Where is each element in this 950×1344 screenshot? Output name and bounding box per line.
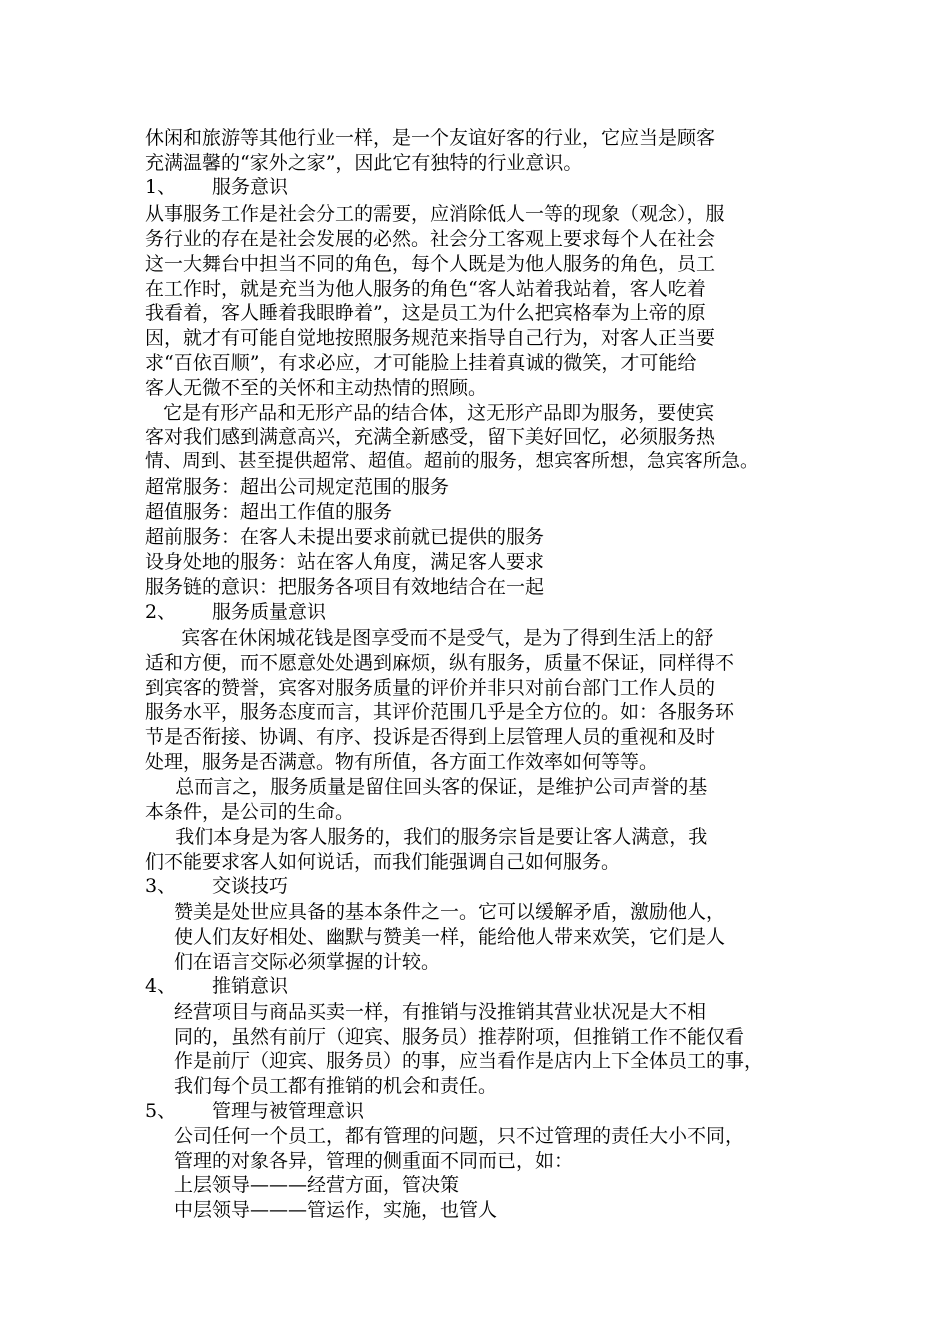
text-line: 客人无微不至的关怀和主动热情的照顾。 [145,377,488,399]
section-number: 5、 [145,1100,177,1122]
text-line: 它是有形产品和无形产品的结合体，这无形产品即为服务，要使宾 [145,402,715,424]
text-line: 总而言之，服务质量是留住回头客的保证，是维护公司声誉的基 [145,776,708,798]
text-line: 处理，服务是否满意。物有所值，各方面工作效率如何等等。 [145,751,659,773]
text-line: 宾客在休闲城花钱是图享受而不是受气，是为了得到生活上的舒 [145,627,714,649]
text-line: 经营项目与商品买卖一样，有推销与没推销其营业状况是大不相 [174,1001,707,1023]
text-line: 充满温馨的“家外之家”，因此它有独特的行业意识。 [145,152,583,174]
text-line: 在工作时，就是充当为他人服务的角色“客人站着我站着，客人吃着 [145,278,706,300]
text-line: 到宾客的赞誉，宾客对服务质量的评价并非只对前台部门工作人员的 [145,677,716,699]
text-line: 管理的对象各异，管理的侧重面不同而已，如： [174,1150,574,1172]
text-line: 赞美是处世应具备的基本条件之一。它可以缓解矛盾，激励他人， [174,901,726,923]
text-line: 这一大舞台中担当不同的角色，每个人既是为他人服务的角色，员工 [145,253,716,275]
text-line: 休闲和旅游等其他行业一样，是一个友谊好客的行业，它应当是顾客 [145,127,716,149]
text-line: 同的，虽然有前厅（迎宾、服务员）推荐附项，但推销工作不能仅看 [174,1026,745,1048]
text-line: 超值服务：超出工作值的服务 [145,501,393,523]
text-line: 公司任何一个员工，都有管理的问题，只不过管理的责任大小不同， [174,1125,745,1147]
text-line: 中层领导———管运作，实施，也管人 [174,1199,498,1221]
text-line: 使人们友好相处、幽默与赞美一样，能给他人带来欢笑，它们是人 [174,926,726,948]
text-line: 上层领导———经营方面，管决策 [174,1174,460,1196]
text-line: 情、周到、甚至提供超常、超值。超前的服务，想宾客所想，急宾客所急。 [145,451,759,472]
text-line: 从事服务工作是社会分工的需要，应消除低人一等的现象（观念），服 [145,203,725,225]
text-line: 因，就才有可能自觉地按照服务规范来指导自己行为，对客人正当要 [145,327,716,349]
text-line: 本条件，是公司的生命。 [145,801,355,823]
text-line: 我看着，客人睡着我眼睁着”，这是员工为什么把宾格奉为上帝的原 [145,302,706,324]
text-line: 客对我们感到满意高兴，充满全新感受，留下美好回忆，必须服务热 [145,426,716,448]
text-line: 我们每个员工都有推销的机会和责任。 [174,1075,498,1097]
text-line: 服务水平，服务态度而言，其评价范围几乎是全方位的。如：各服务环 [145,701,735,723]
text-line: 超常服务：超出公司规定范围的服务 [145,476,450,498]
section-title: 交谈技巧 [212,875,289,897]
text-line: 务行业的存在是社会发展的必然。社会分工客观上要求每个人在社会 [145,228,716,250]
text-line: 求“百依百顺”，有求必应，才可能脸上挂着真诚的微笑，才可能给 [145,352,697,374]
text-line: 超前服务：在客人未提出要求前就已提供的服务 [145,526,545,548]
text-line: 节是否衔接、协调、有序、投诉是否得到上层管理人员的重视和及时 [145,726,716,748]
text-line: 设身处地的服务：站在客人角度，满足客人要求 [145,551,545,573]
text-line: 服务链的意识：把服务各项目有效地结合在一起 [145,576,545,598]
section-number: 4、 [145,975,177,997]
text-line: 作是前厅（迎宾、服务员）的事，应当看作是店内上下全体员工的事， [174,1050,764,1072]
section-number: 2、 [145,601,177,623]
section-title: 推销意识 [212,975,289,997]
text-line: 们在语言交际必须掌握的计较。 [174,951,441,973]
text-line: 我们本身是为客人服务的，我们的服务宗旨是要让客人满意，我 [145,826,708,848]
section-title: 服务意识 [212,176,289,198]
section-title: 管理与被管理意识 [212,1100,365,1122]
section-number: 3、 [145,875,177,897]
text-line: 适和方便，而不愿意处处遇到麻烦，纵有服务，质量不保证，同样得不 [145,652,735,674]
section-number: 1、 [145,176,177,198]
text-line: 们不能要求客人如何说话，而我们能强调自己如何服务。 [145,851,621,873]
section-title: 服务质量意识 [212,601,327,623]
